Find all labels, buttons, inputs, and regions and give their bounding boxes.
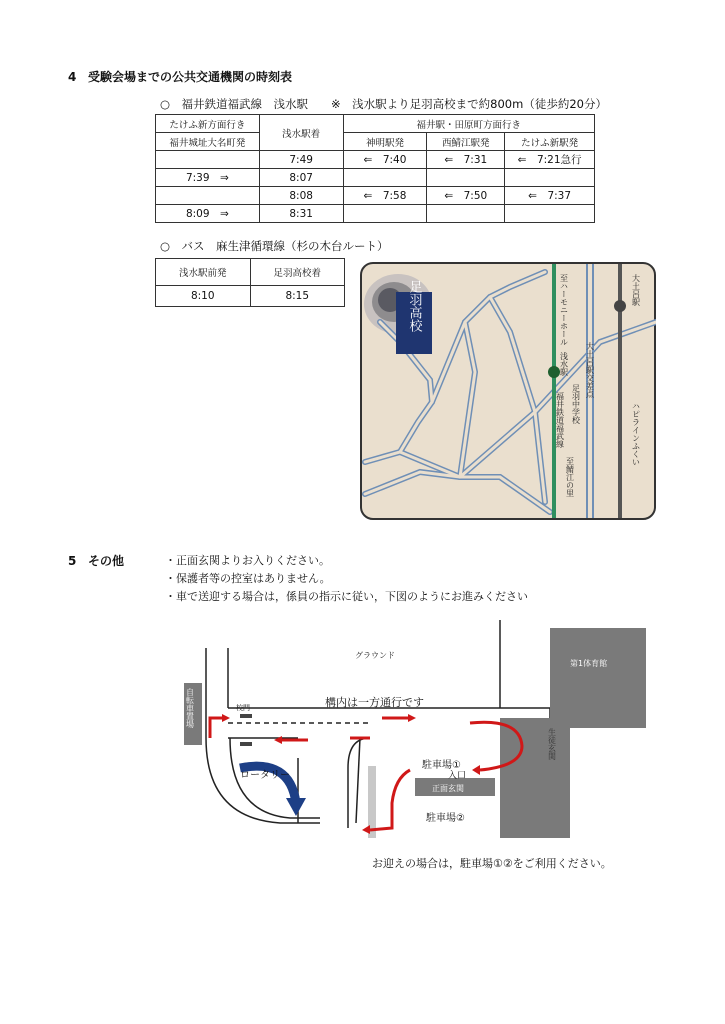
table-cell xyxy=(343,169,427,187)
section-5-title: その他 xyxy=(88,554,125,568)
gate-label: 校門 xyxy=(236,704,250,712)
gate-marker xyxy=(240,714,252,718)
table-cell xyxy=(156,187,260,205)
table-row xyxy=(156,169,595,187)
train-right-header: 福井駅・田原町方面行き xyxy=(343,115,594,133)
map-label-harmony: 至ハーモニーホール xyxy=(559,274,569,346)
gym-label: 第1体育館 xyxy=(570,659,608,668)
table-cell: 8:31 xyxy=(259,205,343,223)
fukutetsu-line xyxy=(552,264,556,518)
train-subheader: 西鯖江駅発 xyxy=(427,133,505,151)
table-cell xyxy=(505,205,595,223)
student-door-label: 生徒玄関 xyxy=(547,728,557,760)
table-cell: ⇐ 7:58 xyxy=(343,187,427,205)
table-cell xyxy=(343,205,427,223)
caption: お迎えの場合は，駐車場①②をご利用ください。 xyxy=(372,857,612,870)
table-cell: 7:49 xyxy=(259,151,343,169)
section-5-number: 5 xyxy=(68,554,77,568)
note-item: ・正面玄関よりお入りください。 xyxy=(165,554,330,567)
table-row xyxy=(156,205,595,223)
table-cell: 8:08 xyxy=(259,187,343,205)
section-4-title: 受験会場までの公共交通機関の時刻表 xyxy=(88,70,293,84)
table-row xyxy=(156,187,595,205)
table-cell: 8:15 xyxy=(250,286,345,307)
school-label-1: 足羽高校 xyxy=(406,280,422,332)
table-cell: 8:10 xyxy=(156,286,251,307)
note-item: ・車で送迎する場合は，係員の指示に従い，下図のようにお進みください xyxy=(165,590,528,603)
train-left-header-top: たけふ新方面行き xyxy=(156,115,260,133)
map-label-hapiline: ハピラインふくい xyxy=(631,402,641,466)
table-cell: ⇐ 7:50 xyxy=(427,187,505,205)
asouzu-station-marker xyxy=(548,366,560,378)
map-label-intersection: 大土呂駅交差点 xyxy=(585,342,595,398)
map-label-sabae: 至鯖江の里 xyxy=(565,457,575,497)
train-subheader: 神明駅発 xyxy=(343,133,427,151)
table-row xyxy=(156,151,595,169)
table-cell: ⇐ 7:40 xyxy=(343,151,427,169)
main-building xyxy=(500,718,570,838)
note-item: ・保護者等の控室はありません。 xyxy=(165,572,331,585)
table-cell: 7:39 ⇒ xyxy=(156,169,260,187)
ground-label: グラウンド xyxy=(355,651,395,660)
bus-header: 浅水駅前発 xyxy=(156,259,251,286)
access-map xyxy=(360,262,656,520)
bus-timetable xyxy=(155,258,345,307)
table-cell xyxy=(427,205,505,223)
bus-heading: ○ バス 麻生津循環線（杉の木台ルート） xyxy=(160,239,389,253)
train-mid-header: 浅水駅着 xyxy=(259,115,343,151)
entrance-label: 入口 xyxy=(448,771,467,781)
table-row xyxy=(156,286,345,307)
section-4-number: 4 xyxy=(68,70,77,84)
campus-diagram xyxy=(170,618,652,850)
front-door-label: 正面玄関 xyxy=(432,784,464,793)
train-subheader: たけふ新駅発 xyxy=(505,133,595,151)
map-label-asouzu: 浅水駅 xyxy=(559,352,569,376)
train-left-header-bottom: 福井城址大名町発 xyxy=(156,133,260,151)
table-cell xyxy=(427,169,505,187)
one-way-label: 構内は一方通行です xyxy=(325,696,424,709)
section-4-heading xyxy=(68,68,292,85)
train-heading: ○ 福井鉄道福武線 浅水駅 ※ 浅水駅より足羽高校まで約800m（徒歩約20分） xyxy=(160,97,607,111)
table-cell: ⇐ 7:31 xyxy=(427,151,505,169)
gym-building xyxy=(550,628,646,728)
map-label-ohkoku: 大土呂駅 xyxy=(631,274,641,306)
section-5-heading xyxy=(68,552,124,569)
train-timetable xyxy=(155,114,595,223)
map-label-fukutetsu: 福井鉄道福武線 xyxy=(555,392,565,448)
parking2-label: 駐車場② xyxy=(426,813,465,824)
table-cell: ⇐ 7:21急行 xyxy=(505,151,595,169)
table-cell: 8:09 ⇒ xyxy=(156,205,260,223)
bike-parking-label: 自転車置場 xyxy=(185,688,195,728)
table-cell: 8:07 xyxy=(259,169,343,187)
rotary-label: ロータリー xyxy=(240,770,290,781)
parking1-label: 駐車場① xyxy=(422,760,461,771)
ohkoku-station-marker xyxy=(614,300,626,312)
notes-list xyxy=(165,552,528,606)
map-label-jhs: 足羽中学校 xyxy=(571,384,581,424)
table-cell xyxy=(156,151,260,169)
bus-header: 足羽高校着 xyxy=(250,259,345,286)
table-cell: ⇐ 7:37 xyxy=(505,187,595,205)
table-cell xyxy=(505,169,595,187)
